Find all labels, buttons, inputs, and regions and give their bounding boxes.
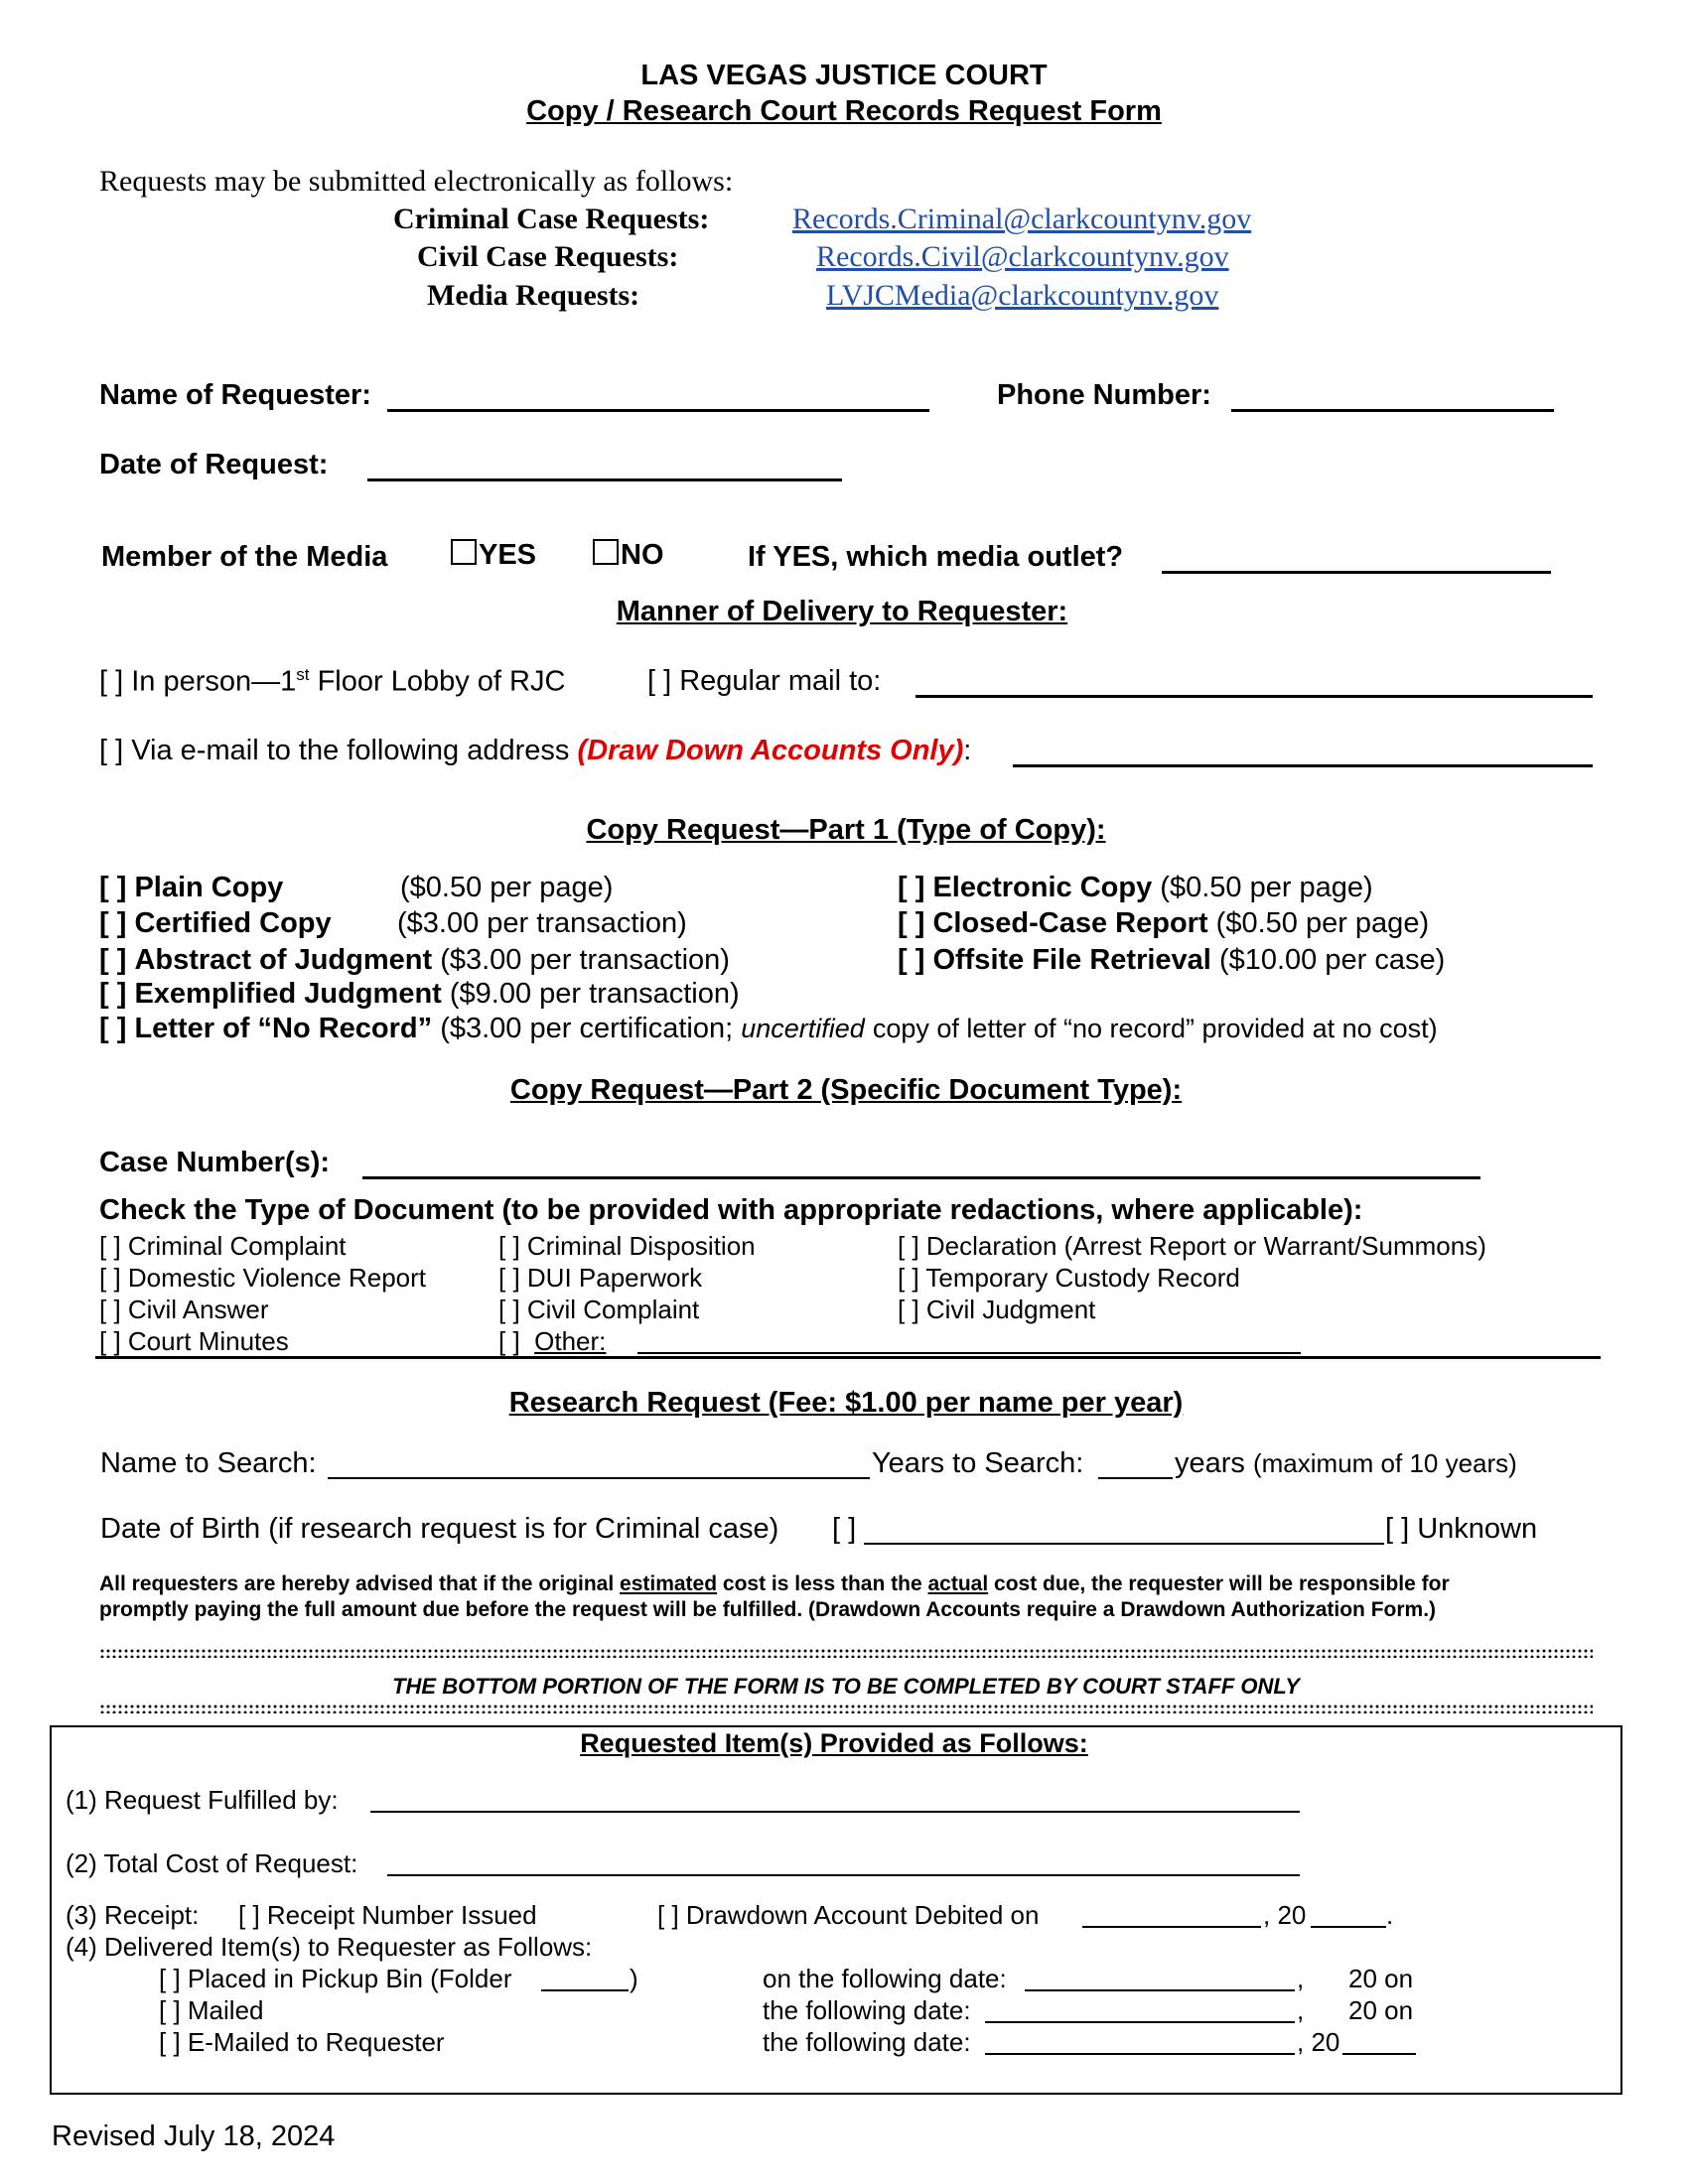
- no-checkbox[interactable]: [593, 539, 619, 565]
- dob-unknown-option[interactable]: [ ] Unknown: [1385, 1513, 1538, 1545]
- name-to-search-label: Name to Search:: [100, 1447, 317, 1479]
- civil-label: Civil Case Requests:: [417, 240, 679, 273]
- drawdown-date-field[interactable]: [1082, 1926, 1261, 1928]
- drawdown-debited-option[interactable]: [ ] Drawdown Account Debited on: [657, 1900, 1040, 1930]
- plain-copy-box: [ ]: [99, 872, 127, 903]
- dob-checkbox[interactable]: [ ]: [832, 1513, 857, 1545]
- criminal-email-link[interactable]: Records.Criminal@clarkcountynv.gov: [792, 203, 1252, 235]
- abstract-judgment-price: ($3.00 per transaction): [440, 944, 730, 976]
- staff-heading: Requested Item(s) Provided as Follows:: [580, 1728, 1088, 1758]
- notice-actual: actual: [927, 1572, 989, 1595]
- years-unit-label: years: [1175, 1447, 1245, 1479]
- case-number-label: Case Number(s):: [99, 1147, 331, 1178]
- emailed-date-field[interactable]: [985, 2053, 1295, 2055]
- exemplified-judgment-box: [ ]: [99, 978, 127, 1010]
- abstract-judgment-option[interactable]: [99, 944, 730, 977]
- no-record-price-pre: ($3.00 per certification;: [440, 1013, 734, 1044]
- document-type-label: Check the Type of Document (to be provided with appropriate redactions, where applicable):: [99, 1194, 1363, 1226]
- delivered-items-label: (4) Delivered Item(s) to Requester as Follows:: [66, 1932, 593, 1962]
- no-record-box: [ ]: [99, 1013, 127, 1044]
- years-unit: [1175, 1447, 1517, 1480]
- exemplified-judgment-name: Exemplified Judgment: [134, 978, 442, 1010]
- in-person-pre: [ ] In person—1: [99, 665, 297, 698]
- doc-court-minutes[interactable]: [ ] Court Minutes: [99, 1326, 289, 1356]
- drawdown-year-prefix: , 20: [1263, 1900, 1307, 1930]
- copy-part1-heading: Copy Request—Part 1 (Type of Copy):: [586, 814, 1106, 846]
- certified-copy-name: Certified Copy: [134, 907, 332, 939]
- mailed-option[interactable]: [ ] Mailed: [159, 1995, 264, 2025]
- abstract-judgment-name: Abstract of Judgment: [134, 944, 433, 976]
- stars-divider-bottom: [99, 1704, 1593, 1713]
- section-divider: [95, 1356, 1601, 1359]
- closed-case-name: Closed-Case Report: [932, 907, 1208, 939]
- doc-declaration[interactable]: [ ] Declaration (Arrest Report or Warrant/Summons): [898, 1231, 1486, 1261]
- delivery-heading: Manner of Delivery to Requester:: [616, 596, 1068, 627]
- delivery-in-person[interactable]: [99, 665, 565, 699]
- doc-other[interactable]: [498, 1326, 606, 1357]
- notice-mid: cost is less than the: [722, 1572, 922, 1595]
- pickup-folder-field[interactable]: [541, 1989, 629, 1991]
- copy-part2-heading: Copy Request—Part 2 (Specific Document Type):: [509, 1074, 1183, 1106]
- certified-copy-option[interactable]: [99, 907, 332, 940]
- fulfilled-by-field[interactable]: [370, 1811, 1300, 1813]
- receipt-label: (3) Receipt:: [66, 1900, 200, 1930]
- no-record-italic: uncertified: [741, 1014, 865, 1043]
- electronic-copy-price: ($0.50 per page): [1160, 872, 1373, 903]
- electronic-copy-option[interactable]: [898, 872, 1373, 904]
- revised-date: Revised July 18, 2024: [52, 2120, 336, 2152]
- media-outlet-label: If YES, which media outlet?: [748, 541, 1124, 573]
- cost-notice-line1: [99, 1572, 1450, 1596]
- phone-label: Phone Number:: [997, 379, 1211, 411]
- email-post: :: [963, 735, 972, 766]
- in-person-sup: st: [296, 665, 310, 684]
- abstract-judgment-box: [ ]: [99, 944, 127, 976]
- media-outlet-field[interactable]: [1162, 571, 1551, 574]
- email-address-field[interactable]: [1013, 764, 1593, 767]
- notice-post: cost due, the requester will be responsible for: [994, 1572, 1450, 1595]
- form-title: Copy / Research Court Records Request Form: [526, 95, 1162, 127]
- exemplified-judgment-price: ($9.00 per transaction): [449, 978, 740, 1010]
- doc-criminal-complaint[interactable]: [ ] Criminal Complaint: [99, 1231, 347, 1261]
- plain-copy-option[interactable]: [99, 872, 283, 904]
- mailed-date-label: the following date:: [763, 1995, 971, 2025]
- total-cost-field[interactable]: [387, 1874, 1300, 1876]
- exemplified-judgment-option[interactable]: [99, 978, 740, 1011]
- doc-civil-judgment[interactable]: [ ] Civil Judgment: [898, 1295, 1096, 1324]
- offsite-retrieval-name: Offsite File Retrieval: [932, 944, 1211, 976]
- electronic-copy-box: [ ]: [898, 872, 925, 903]
- pickup-date-comma: ,: [1297, 1964, 1305, 1993]
- in-person-post: Floor Lobby of RJC: [309, 665, 566, 698]
- offsite-retrieval-option[interactable]: [898, 944, 1445, 977]
- criminal-label: Criminal Case Requests:: [393, 203, 710, 235]
- drawdown-period: .: [1386, 1900, 1394, 1930]
- delivery-regular-mail[interactable]: [ ] Regular mail to:: [647, 665, 882, 697]
- doc-other-box: [ ]: [498, 1326, 520, 1356]
- certified-copy-price: ($3.00 per transaction): [397, 907, 687, 939]
- no-record-price-post: copy of letter of “no record” provided at no cost): [872, 1014, 1438, 1043]
- requester-name-field[interactable]: [387, 409, 929, 412]
- phone-field[interactable]: [1231, 409, 1554, 412]
- dob-field[interactable]: [864, 1543, 1384, 1545]
- yes-label: YES: [479, 539, 537, 571]
- pickup-close-paren: ): [630, 1964, 638, 1993]
- no-record-option[interactable]: [99, 1013, 1438, 1045]
- offsite-retrieval-price: ($10.00 per case): [1218, 944, 1446, 976]
- receipt-number-issued-option[interactable]: [ ] Receipt Number Issued: [238, 1900, 537, 1930]
- emailed-year-field[interactable]: [1342, 2053, 1416, 2055]
- offsite-retrieval-box: [ ]: [898, 944, 925, 976]
- emailed-twenty: , 20: [1297, 2027, 1340, 2057]
- delivery-email[interactable]: [99, 735, 971, 767]
- cost-notice-line2: promptly paying the full amount due before the request will be fulfilled. (Drawdown Accounts require a Drawdown Authorization Form.): [99, 1598, 1437, 1621]
- doc-criminal-disposition[interactable]: [ ] Criminal Disposition: [498, 1231, 756, 1261]
- email-pre: [ ] Via e-mail to the following address: [99, 735, 570, 766]
- civil-email-link[interactable]: Records.Civil@clarkcountynv.gov: [816, 240, 1229, 273]
- date-of-request-field[interactable]: [367, 478, 842, 481]
- doc-civil-answer[interactable]: [ ] Civil Answer: [99, 1295, 269, 1324]
- plain-copy-name: Plain Copy: [134, 872, 284, 903]
- date-of-request-label: Date of Request:: [99, 449, 329, 480]
- total-cost-label: (2) Total Cost of Request:: [66, 1848, 358, 1878]
- mailed-date-comma: ,: [1297, 1995, 1305, 2025]
- court-title: LAS VEGAS JUSTICE COURT: [640, 60, 1048, 91]
- certified-copy-box: [ ]: [99, 907, 127, 939]
- doc-civil-complaint[interactable]: [ ] Civil Complaint: [498, 1295, 700, 1324]
- years-to-search-label: Years to Search:: [872, 1447, 1084, 1479]
- pickup-twenty-on: 20 on: [1348, 1964, 1414, 1993]
- mailed-date-field[interactable]: [985, 2021, 1295, 2023]
- closed-case-option[interactable]: [898, 907, 1429, 940]
- electronic-copy-name: Electronic Copy: [932, 872, 1153, 903]
- media-no-option[interactable]: [593, 539, 664, 572]
- doc-other-label: Other:: [534, 1326, 607, 1356]
- notice-pre: All requesters are hereby advised that if the original: [99, 1572, 615, 1595]
- staff-only-banner: THE BOTTOM PORTION OF THE FORM IS TO BE COMPLETED BY COURT STAFF ONLY: [392, 1674, 1300, 1699]
- doc-other-field[interactable]: [637, 1352, 1301, 1354]
- closed-case-box: [ ]: [898, 907, 925, 939]
- media-email-link[interactable]: LVJCMedia@clarkcountynv.gov: [826, 279, 1219, 312]
- yes-checkbox[interactable]: [451, 539, 477, 565]
- pickup-bin-option[interactable]: [ ] Placed in Pickup Bin (Folder: [159, 1964, 512, 1993]
- mail-address-field[interactable]: [915, 695, 1593, 698]
- stars-divider-top: [99, 1648, 1593, 1658]
- media-label: Media Requests:: [427, 279, 640, 312]
- mailed-twenty-on: 20 on: [1348, 1995, 1414, 2025]
- doc-temporary-custody[interactable]: [ ] Temporary Custody Record: [898, 1263, 1240, 1293]
- media-yes-option[interactable]: [451, 539, 536, 572]
- years-to-search-field[interactable]: [1098, 1477, 1173, 1479]
- notice-estimated: estimated: [620, 1572, 718, 1595]
- doc-domestic-violence[interactable]: [ ] Domestic Violence Report: [99, 1263, 426, 1293]
- submission-intro: Requests may be submitted electronically as follows:: [99, 165, 734, 198]
- plain-copy-price: ($0.50 per page): [400, 872, 614, 903]
- name-to-search-field[interactable]: [328, 1477, 870, 1479]
- dob-label: Date of Birth (if research request is for Criminal case): [100, 1513, 779, 1545]
- draw-down-note: (Draw Down Accounts Only): [577, 735, 964, 766]
- drawdown-year-field[interactable]: [1311, 1926, 1386, 1928]
- emailed-date-label: the following date:: [763, 2027, 971, 2057]
- years-note: (maximum of 10 years): [1252, 1448, 1517, 1478]
- pickup-date-label: on the following date:: [763, 1964, 1007, 1993]
- closed-case-price: ($0.50 per page): [1215, 907, 1430, 939]
- doc-dui-paperwork[interactable]: [ ] DUI Paperwork: [498, 1263, 703, 1293]
- emailed-option[interactable]: [ ] E-Mailed to Requester: [159, 2027, 445, 2057]
- media-member-label: Member of the Media: [101, 541, 388, 573]
- requester-name-label: Name of Requester:: [99, 379, 371, 411]
- research-heading: Research Request (Fee: $1.00 per name per year): [508, 1387, 1184, 1419]
- fulfilled-by-label: (1) Request Fulfilled by:: [66, 1785, 339, 1815]
- no-record-name: Letter of “No Record”: [134, 1013, 433, 1044]
- no-label: NO: [621, 539, 664, 571]
- pickup-date-field[interactable]: [1025, 1989, 1295, 1991]
- case-number-field[interactable]: [362, 1176, 1480, 1179]
